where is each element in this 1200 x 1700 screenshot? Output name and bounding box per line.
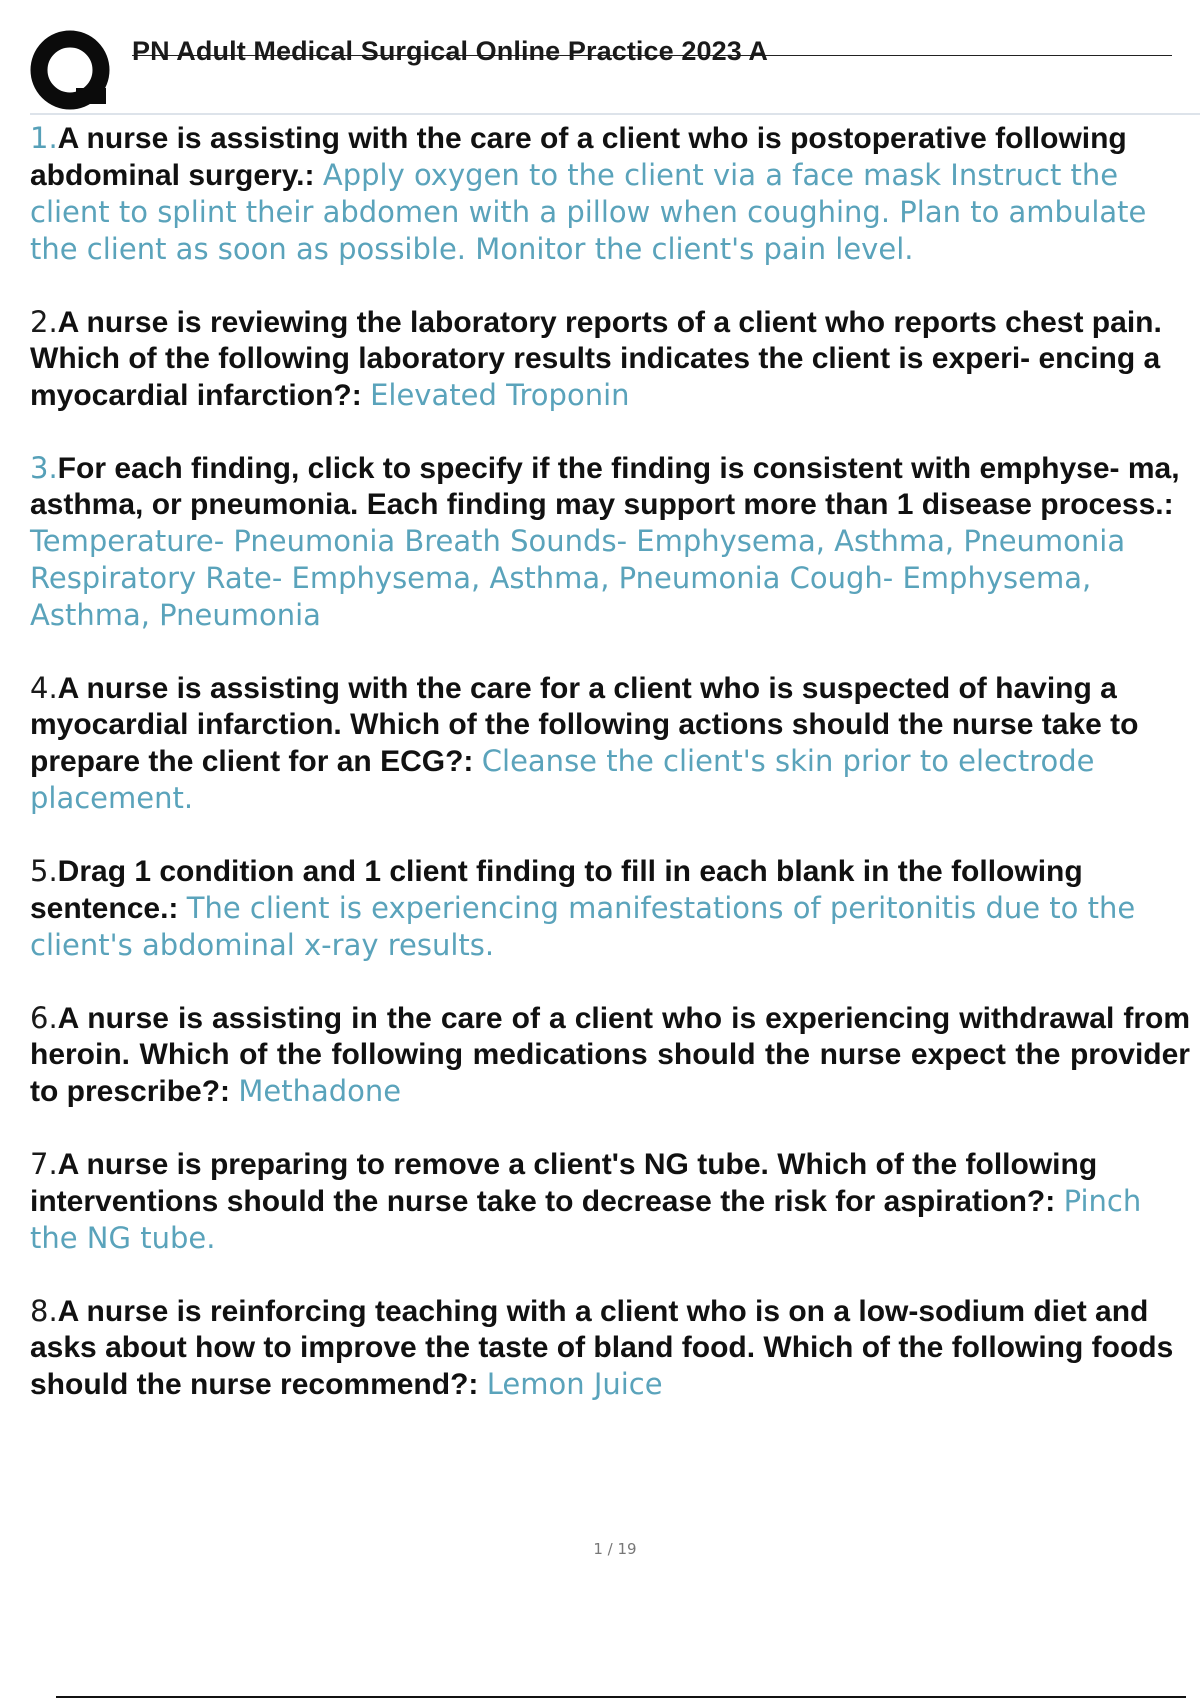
answer-text: Temperature- Pneumonia Breath Sounds- Emphysema, Asthma, Pneumonia Respiratory Rate- Emphysema, Asthma, Pneumonia Cough- Emphysema, Asthma, Pneumonia xyxy=(30,524,1126,632)
answer-text: Cleanse the client's skin prior to electrode placement. xyxy=(30,744,1095,815)
question-text: A nurse is assisting with the care of a client who is postoperative following abdominal surgery.: xyxy=(30,122,1127,192)
question-item-2 xyxy=(30,304,1190,414)
question-number: 2. xyxy=(30,305,58,339)
question-item-4 xyxy=(30,670,1190,817)
question-number: 3. xyxy=(30,451,58,485)
question-number: 4. xyxy=(30,671,58,705)
answer-text: Pinch the NG tube. xyxy=(30,1184,1142,1255)
question-text: A nurse is reviewing the laboratory reports of a client who reports chest pain. Which of the following laboratory results indicates the client is experi- encing a myocardial infarction?: xyxy=(30,306,1162,412)
header-divider xyxy=(30,113,1200,115)
footer-divider xyxy=(56,1696,1186,1698)
question-text: Drag 1 condition and 1 client finding to fill in each blank in the following sentence.: xyxy=(30,855,1083,925)
answer-text: The client is experiencing manifestations of peritonitis due to the client's abdominal x-ray results. xyxy=(30,891,1136,962)
question-text: For each finding, click to specify if the finding is consistent with emphyse- ma, asthma, or pneumonia. Each finding may support more than 1 disease process.: xyxy=(30,452,1180,521)
question-item-5 xyxy=(30,853,1190,964)
answer-text: Methadone xyxy=(238,1074,402,1108)
question-list xyxy=(30,120,1190,1439)
question-item-8 xyxy=(30,1293,1190,1403)
question-item-3 xyxy=(30,450,1190,634)
document-title: PN Adult Medical Surgical Online Practice 2023 A xyxy=(132,36,769,66)
answer-text: Apply oxygen to the client via a face mask Instruct the client to splint their abdomen with a pillow when coughing. Plan to ambulate the client as soon as possible. Monitor the client's pain level. xyxy=(30,158,1147,266)
question-text: A nurse is assisting with the care for a client who is suspected of having a myocardial infarction. Which of the following actions should the nurse take to prepare the client for an ECG?: xyxy=(30,672,1139,778)
answer-text: Elevated Troponin xyxy=(370,378,630,412)
question-number: 1. xyxy=(30,121,58,155)
question-item-1 xyxy=(30,120,1190,268)
page-indicator: 1 / 19 xyxy=(593,1540,637,1558)
question-number: 6. xyxy=(30,1001,58,1035)
question-number: 7. xyxy=(30,1147,58,1181)
question-item-7 xyxy=(30,1146,1190,1257)
q-logo-icon xyxy=(30,30,114,114)
question-number: 8. xyxy=(30,1294,58,1328)
question-text: A nurse is assisting in the care of a client who is experiencing withdrawal from heroin. Which of the following medications should the nurse expect the provider to prescribe?: xyxy=(30,1002,1190,1108)
question-text: A nurse is reinforcing teaching with a client who is on a low-sodium diet and asks about how to improve the taste of bland food. Which of the following foods should the nurse recommend?: xyxy=(30,1295,1174,1401)
question-item-6 xyxy=(30,1000,1190,1110)
question-number: 5. xyxy=(30,854,58,888)
answer-text: Lemon Juice xyxy=(486,1367,663,1401)
document-header xyxy=(30,30,1180,120)
question-text: A nurse is preparing to remove a client's NG tube. Which of the following interventions should the nurse take to decrease the risk for aspiration?: xyxy=(30,1148,1098,1218)
